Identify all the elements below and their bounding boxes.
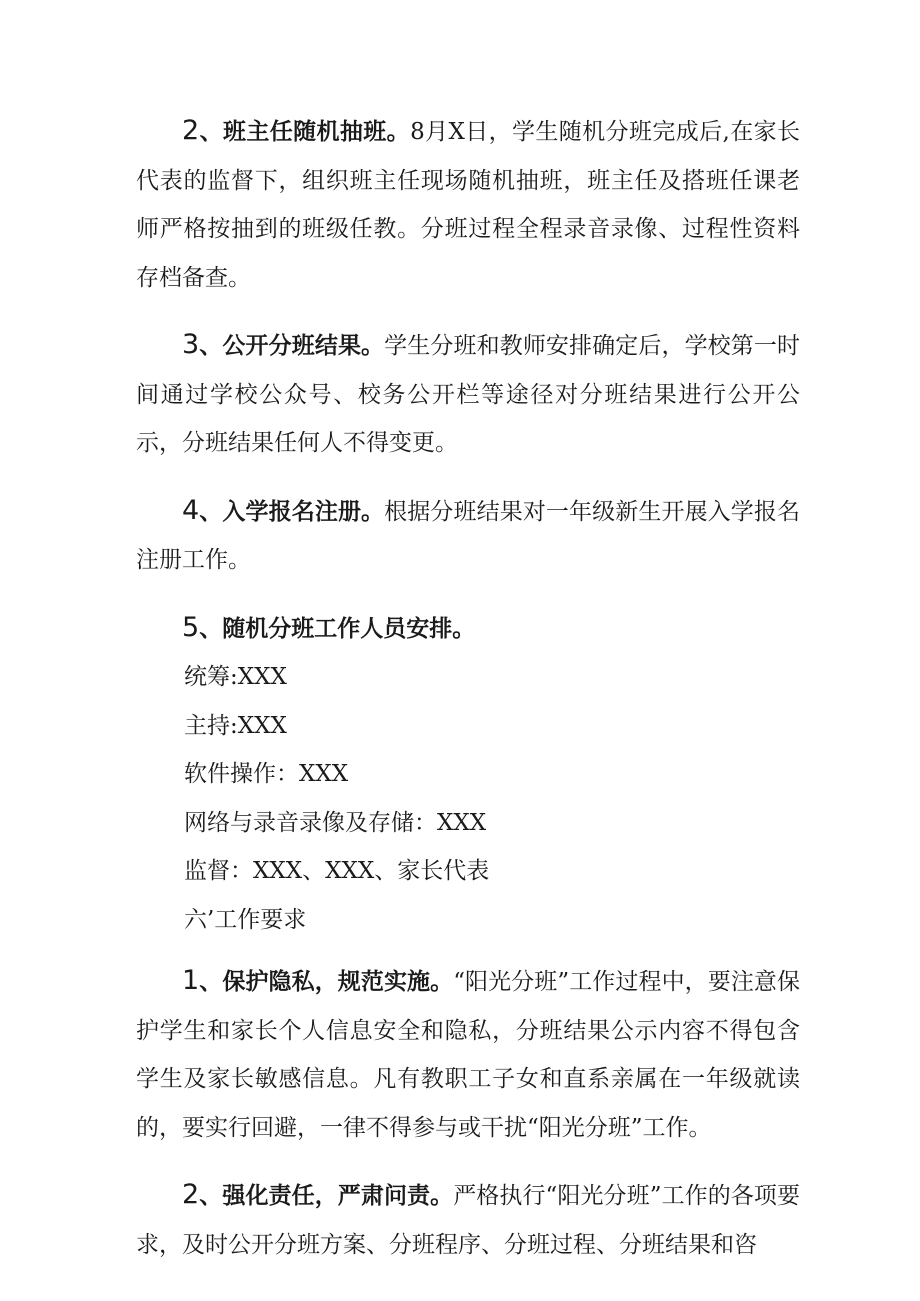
paragraph-requirement-2 [136, 1171, 800, 1269]
item-title: 、入学报名注册。 [199, 498, 385, 525]
item-body: 学生分班和教师安排确定后，学校第一时间通过学校公众号、校务公开栏等途径对分班结果进行公开公示，分班结果任何人不得变更。 [136, 333, 801, 456]
staff-line-host: 主持:XXX [184, 712, 287, 739]
item-number: 2 [182, 1179, 200, 1210]
item-number: 4 [182, 494, 200, 526]
item-body: “阳光分班”工作过程中，要注意保护学生和家长个人信息安全和隐私，分班结果公示内容不得包含学生及家长敏感信息。凡有教职工子女和直系亲属在一年级就读的，要实行回避，一律不得参与或干扰“阳光分班”工作。 [136, 969, 800, 1141]
item-body: 严格执行“阳光分班”工作的各项要求，及时公开分班方案、分班程序、分班过程、分班结果和咨 [136, 1183, 800, 1258]
item-title: 、强化责任，严肃问责。 [199, 1183, 454, 1209]
paragraph-item-4 [136, 487, 800, 585]
item-number: 1 [182, 965, 200, 996]
paragraph-requirement-1 [136, 957, 800, 1152]
item-number: 2 [182, 115, 200, 146]
item-number: 3 [182, 329, 200, 360]
item-title: 、班主任随机抽班。 [199, 119, 411, 145]
paragraph-item-2 [136, 107, 800, 302]
item-title: 、保护隐私，规范实施。 [199, 969, 454, 995]
item-body: 根据分班结果对一年级新生开展入学报名注册工作。 [136, 498, 801, 573]
item-number: 5 [182, 611, 200, 643]
item-title: 、公开分班结果。 [199, 333, 385, 359]
staff-line-software: 软件操作：XXX [184, 761, 349, 787]
item-title: 、随机分班工作人员安排。 [199, 615, 476, 642]
paragraph-item-5 [136, 604, 800, 654]
staff-line-network: 网络与录音录像及存储：XXX [184, 809, 487, 836]
staff-line-supervision: 监督：XXX、XXX、家长代表 [184, 858, 490, 884]
section-heading-requirements: 六’工作要求 [184, 906, 307, 933]
staff-line-coordinator: 统筹:XXX [184, 664, 287, 690]
item-body: 8月X日，学生随机分班完成后,在家长代表的监督下，组织班主任现场随机抽班，班主任及搭班任课老师严格按抽到的班级任教。分班过程全程录音录像、过程性资料存档备查。 [136, 119, 800, 291]
paragraph-item-3 [136, 321, 800, 468]
